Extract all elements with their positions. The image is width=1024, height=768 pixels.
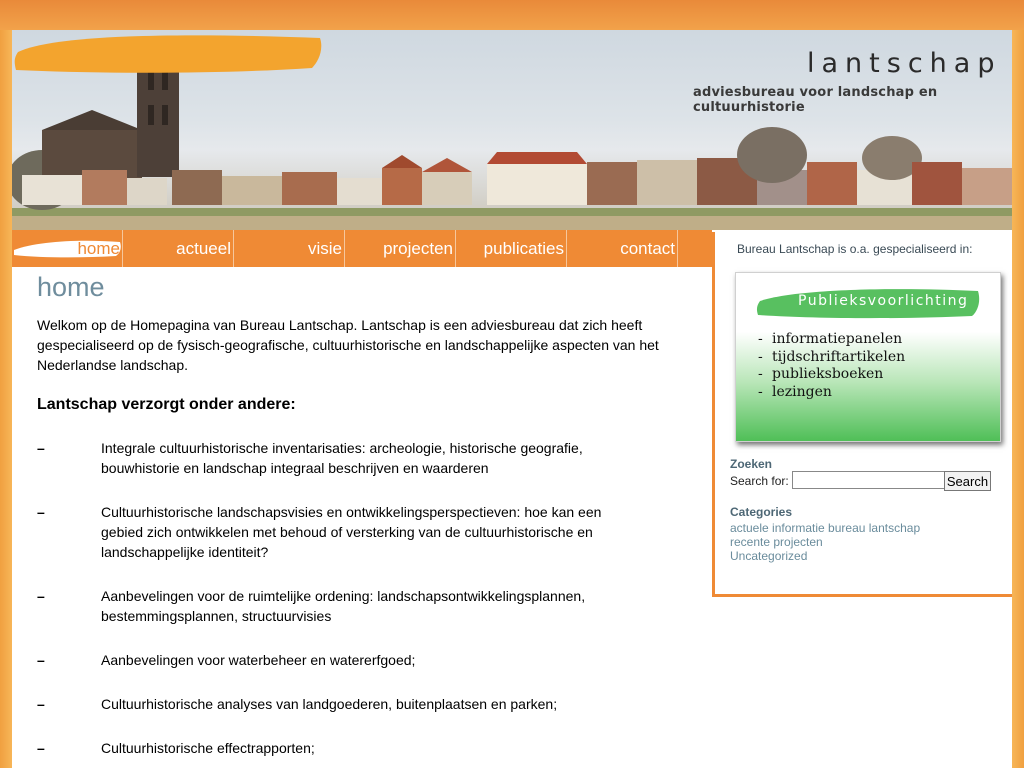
dash-bullet: – xyxy=(37,504,45,520)
banner-list xyxy=(758,331,905,401)
banner-list-item xyxy=(758,366,905,384)
intro-paragraph: Welkom op de Homepagina van Bureau Lantschap. Lantschap is een adviesbureau dat zich heeft gespecialiseerd op de fysisch-geografische, cultuurhistorische en landschappelijke aspecten van het Nederlandse landschap. xyxy=(37,317,659,373)
banner-list-text: tijdschriftartikelen xyxy=(772,348,906,365)
banner-title: Publieksvoorlichting xyxy=(798,293,969,309)
sidebar-intro: Bureau Lantschap is o.a. gespecialiseerd in: xyxy=(737,242,973,256)
services-heading: Lantschap verzorgt onder andere: xyxy=(37,396,296,413)
banner-list-item xyxy=(758,349,905,367)
list-item-text: Aanbevelingen voor waterbeheer en watererfgoed; xyxy=(101,652,416,668)
page-title: home xyxy=(37,272,105,302)
list-item-text: Cultuurhistorische effectrapporten; xyxy=(101,740,315,756)
sidebar xyxy=(712,232,1012,597)
list-item-text: Integrale cultuurhistorische inventarisaties: archeologie, historische geografie, bouwhistorie en landschap integraal beschrijven en waarderen xyxy=(101,440,583,476)
bullet: - xyxy=(758,366,763,382)
list-item-text: Cultuurhistorische analyses van landgoederen, buitenplaatsen en parken; xyxy=(101,696,558,712)
bullet: - xyxy=(758,348,763,365)
banner-list-item xyxy=(758,384,905,402)
nav-publicaties[interactable]: publicaties xyxy=(483,239,564,258)
search-button[interactable]: Search xyxy=(944,471,991,491)
top-border xyxy=(0,0,1024,30)
categories-heading: Categories xyxy=(730,505,793,519)
category-link[interactable]: actuele informatie bureau lantschap xyxy=(730,521,921,535)
dash-bullet: – xyxy=(37,696,45,712)
dash-bullet: – xyxy=(37,440,45,456)
logo-tagline: adviesbureau voor landschap en cultuurhistorie xyxy=(693,85,938,115)
banner-list-text: informatiepanelen xyxy=(772,331,903,347)
nav-actueel[interactable]: actueel xyxy=(176,239,231,258)
banner-list-text: publieksboeken xyxy=(772,366,884,382)
nav-visie[interactable]: visie xyxy=(307,239,342,258)
dash-bullet: – xyxy=(37,588,45,604)
page-container xyxy=(12,30,1012,768)
list-item-text: Cultuurhistorische landschapsvisies en ontwikkelingsperspectieven: hoe kan een gebied zich ontwikkelen met behoud of versterking van de cultuurhistorische en landschappelijke identiteit? xyxy=(101,504,602,560)
nav-home[interactable]: home xyxy=(77,239,120,258)
dash-bullet: – xyxy=(37,652,45,668)
category-link[interactable]: Uncategorized xyxy=(730,549,808,563)
search-input[interactable] xyxy=(792,471,968,489)
dash-bullet: – xyxy=(37,740,45,756)
search-label: Search for: xyxy=(730,474,789,488)
list-item-text: Aanbevelingen voor de ruimtelijke ordening: landschapsontwikkelingsplannen, bestemmingsplannen, structuurvisies xyxy=(101,588,586,624)
banner-list-item xyxy=(758,331,905,349)
bullet: - xyxy=(758,383,763,400)
banner-list-text: lezingen xyxy=(772,383,832,400)
search-heading: Zoeken xyxy=(730,457,773,471)
bullet: - xyxy=(758,331,763,347)
logo-wordmark[interactable]: lantschap xyxy=(807,48,1002,79)
publieksvoorlichting-banner[interactable] xyxy=(735,272,1001,442)
main-nav xyxy=(12,230,712,267)
nav-projecten[interactable]: projecten xyxy=(383,239,453,258)
nav-divider xyxy=(677,230,678,267)
logo-swoosh xyxy=(12,30,326,76)
category-link[interactable]: recente projecten xyxy=(730,535,823,549)
nav-contact[interactable]: contact xyxy=(620,239,675,258)
header-banner xyxy=(12,30,1012,230)
